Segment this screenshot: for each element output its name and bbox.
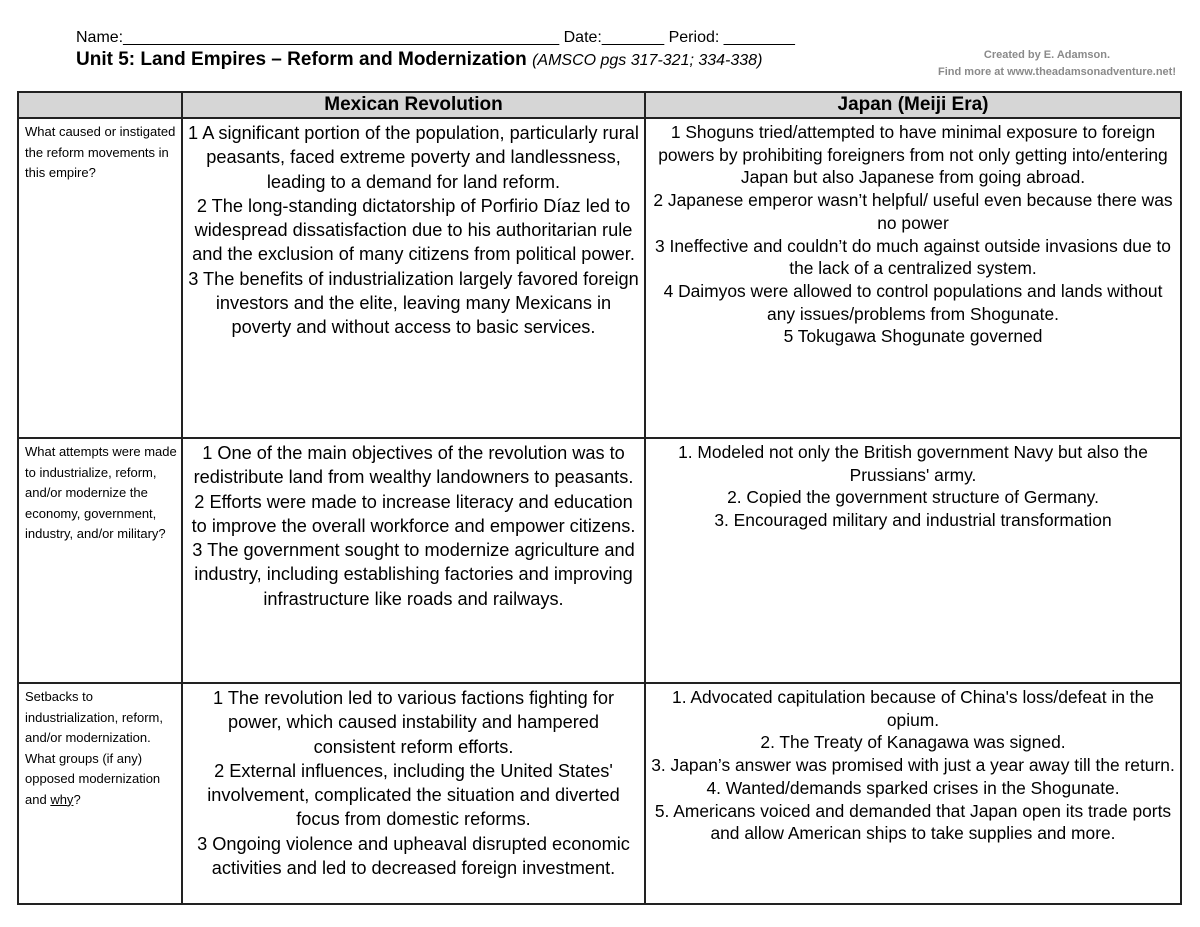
- answer-point: 3 The government sought to modernize agriculture and industry, including establishing factories and improving infrastructure like roads and railways.: [192, 540, 635, 609]
- credit-block: [938, 47, 1176, 81]
- answer-point: 2. Copied the government structure of Germany.: [727, 487, 1099, 508]
- answer-point: 1 One of the main objectives of the revolution was to redistribute land from wealthy landowners to peasants.: [193, 443, 634, 488]
- question-end: ?: [73, 791, 81, 807]
- unit-title-line: [76, 49, 762, 71]
- mexico-answer-cell: [182, 118, 645, 438]
- credit-website: Find more at www.theadamsonadventure.net!: [938, 66, 1176, 78]
- comparison-table: [17, 91, 1182, 905]
- unit-title: Unit 5: Land Empires – Reform and Modernization: [76, 49, 527, 70]
- name-date-period-line: [76, 29, 795, 47]
- answer-point: 3 The benefits of industrialization largely favored foreign investors and the elite, leaving many Mexicans in poverty and without access to basic services.: [188, 268, 639, 338]
- question-text: Setbacks to industrialization, reform, and/or modernization. What groups (if any) opposed modernization and: [25, 689, 163, 807]
- answer-point: 1. Modeled not only the British government Navy but also the Prussians' army.: [678, 442, 1148, 485]
- period-label: Period:: [668, 29, 720, 46]
- answer-point: 1. Advocated capitulation because of China's loss/defeat in the opium.: [672, 687, 1154, 730]
- answer-point: 1 Shoguns tried/attempted to have minimal exposure to foreign powers by prohibiting foreigners from not only getting into/entering Japan but also Japanese from going abroad.: [658, 122, 1168, 188]
- header-cell-japan: Japan (Meiji Era): [645, 92, 1181, 118]
- table-row-causes: [18, 118, 1181, 438]
- answer-point: 1 A significant portion of the population, particularly rural peasants, faced extreme poverty and landlessness, leading to a demand for land reform.: [188, 123, 639, 192]
- answer-point: 4. Wanted/demands sparked crises in the Shogunate.: [706, 777, 1120, 798]
- name-blank: _________________________________________________: [123, 29, 560, 46]
- answer-point: 4 Daimyos were allowed to control populations and lands without any issues/problems from Shogunate.: [663, 280, 1163, 324]
- answer-point: 1 The revolution led to various factions fighting for power, which caused instability and hampered consistent reform efforts.: [212, 688, 615, 757]
- header-cell-mexico: Mexican Revolution: [182, 92, 645, 118]
- mexico-answer-cell: [182, 683, 645, 904]
- japan-answer-cell: [645, 438, 1181, 683]
- answer-point: 2 Efforts were made to increase literacy and education to improve the overall workforce and empower citizens.: [191, 491, 636, 536]
- answer-point: and allow American ships to take supplies and more.: [710, 823, 1116, 844]
- answer-point: 2. The Treaty of Kanagawa was signed.: [760, 732, 1066, 753]
- table-row-setbacks: [18, 683, 1181, 904]
- answer-point: 5 Tokugawa Shogunate governed: [783, 326, 1043, 347]
- answer-point: 2 The long-standing dictatorship of Porfirio Díaz led to widespread dissatisfaction due to his authoritarian rule and the exclusion of many citizens from political power.: [192, 195, 635, 265]
- question-cell: What attempts were made to industrialize, reform, and/or modernize the economy, government, industry, and/or military?: [18, 438, 182, 683]
- mexico-answer-cell: [182, 438, 645, 683]
- japan-answer-cell: [645, 683, 1181, 904]
- answer-point: 3. Japan’s answer was promised with just a year away till the return.: [651, 755, 1175, 776]
- answer-point: 3 Ineffective and couldn’t do much against outside invasions due to the lack of a centralized system.: [655, 235, 1171, 279]
- source-reference: (AMSCO pgs 317-321; 334-338): [532, 52, 763, 69]
- table-header-row: [18, 92, 1181, 118]
- japan-answer-cell: [645, 118, 1181, 438]
- answer-point: 5. Americans voiced and demanded that Japan open its trade ports: [654, 800, 1172, 821]
- question-cell: [18, 683, 182, 904]
- question-cell: What caused or instigated the reform movements in this empire?: [18, 118, 182, 438]
- credit-author: Created by E. Adamson.: [983, 49, 1110, 61]
- header-cell-blank: [18, 92, 182, 118]
- answer-point: 3. Encouraged military and industrial transformation: [714, 510, 1112, 531]
- date-label: Date:: [563, 29, 602, 46]
- period-blank: ________: [723, 29, 795, 46]
- answer-point: 2 External influences, including the United States' involvement, complicated the situation and diverted focus from domestic reforms.: [207, 760, 620, 830]
- date-blank: _______: [601, 29, 665, 46]
- question-why: why: [50, 791, 74, 807]
- table-row-attempts: [18, 438, 1181, 683]
- name-label: Name:: [76, 29, 124, 46]
- answer-point: 3 Ongoing violence and upheaval disrupted economic activities and led to decreased foreign investment.: [197, 833, 630, 879]
- answer-point: 2 Japanese emperor wasn’t helpful/ useful even because there was no power: [653, 190, 1173, 233]
